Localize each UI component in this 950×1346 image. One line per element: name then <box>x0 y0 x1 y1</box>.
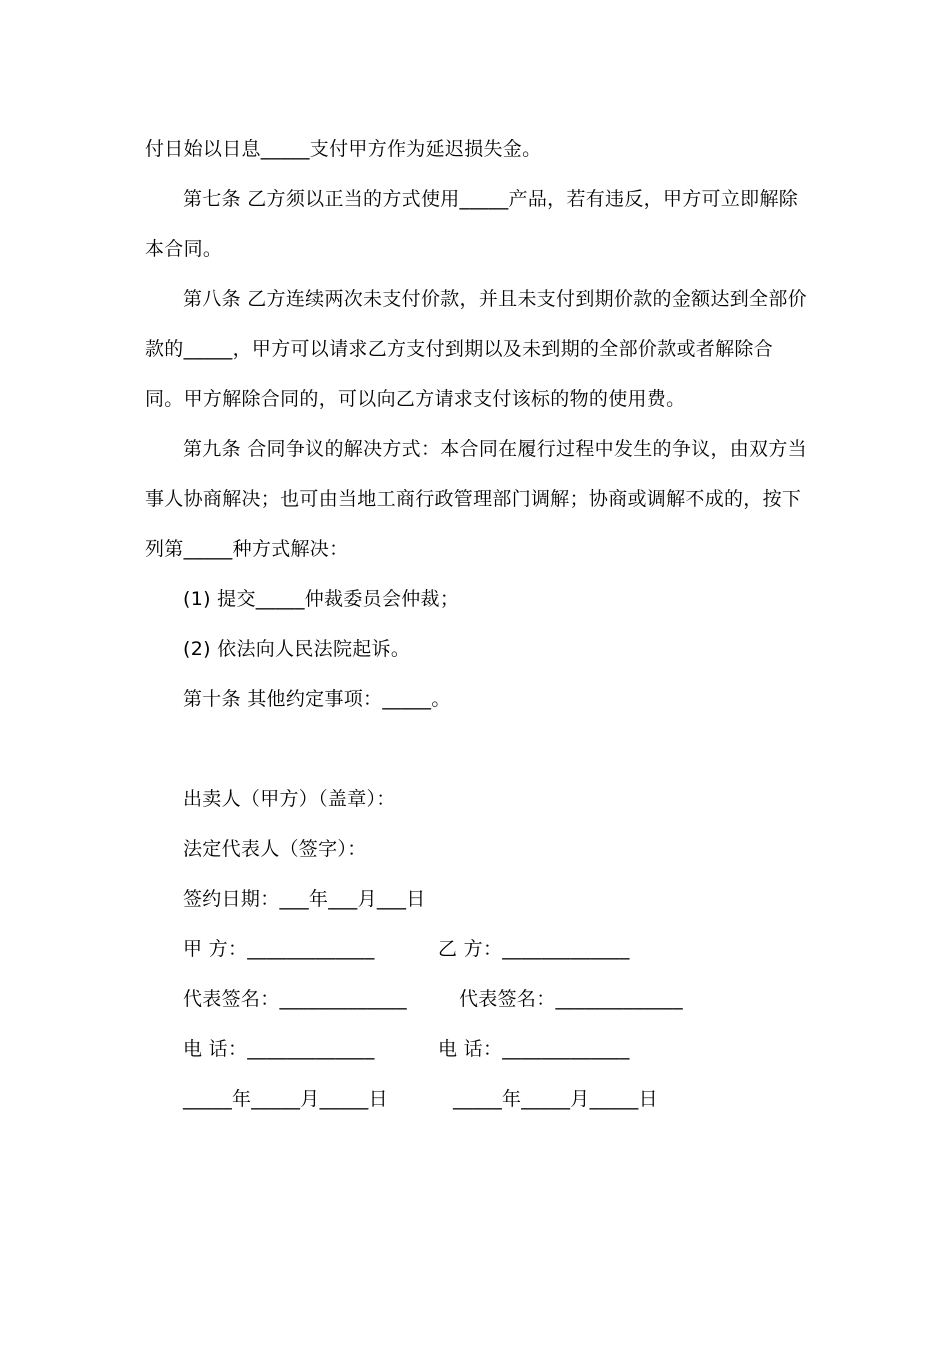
rep-b-line: 代表签名：_____________ <box>459 988 683 1010</box>
party-b-line: 乙 方：_____________ <box>438 938 630 960</box>
date-a-line: _____年_____月_____日 <box>183 1088 388 1110</box>
text-line: (1) 提交_____仲裁委员会仲裁； <box>183 588 460 610</box>
text-line: 同。甲方解除合同的，可以向乙方请求支付该标的物的使用费。 <box>145 388 686 410</box>
text-line: 第十条 其他约定事项：_____。 <box>183 688 451 710</box>
text-line: 付日始以日息_____支付甲方作为延迟损失金。 <box>145 138 542 160</box>
phone-a-line: 电 话：_____________ <box>183 1038 375 1060</box>
text-line: 款的_____，甲方可以请求乙方支付到期以及未到期的全部价款或者解除合 <box>145 338 774 360</box>
text-line: 本合同。 <box>145 238 223 260</box>
seller-seal-line: 出卖人（甲方）（盖章）： <box>183 788 396 810</box>
text-line: (2) 依法向人民法院起诉。 <box>183 638 411 660</box>
rep-a-line: 代表签名：_____________ <box>183 988 407 1010</box>
text-line: 第九条 合同争议的解决方式：本合同在履行过程中发生的争议，由双方当 <box>183 438 807 460</box>
text-line: 第七条 乙方须以正当的方式使用_____产品，若有违反，甲方可立即解除 <box>183 188 799 210</box>
sign-date-line: 签约日期：___年___月___日 <box>183 888 426 910</box>
legal-rep-line: 法定代表人（签字）： <box>183 838 367 860</box>
text-line: 列第_____种方式解决： <box>145 538 349 560</box>
date-b-line: _____年_____月_____日 <box>453 1088 658 1110</box>
text-line: 事人协商解决；也可由当地工商行政管理部门调解；协商或调解不成的，按下 <box>145 488 802 510</box>
party-a-line: 甲 方：_____________ <box>183 938 375 960</box>
phone-b-line: 电 话：_____________ <box>438 1038 630 1060</box>
text-line: 第八条 乙方连续两次未支付价款，并且未支付到期价款的金额达到全部价 <box>183 288 807 310</box>
